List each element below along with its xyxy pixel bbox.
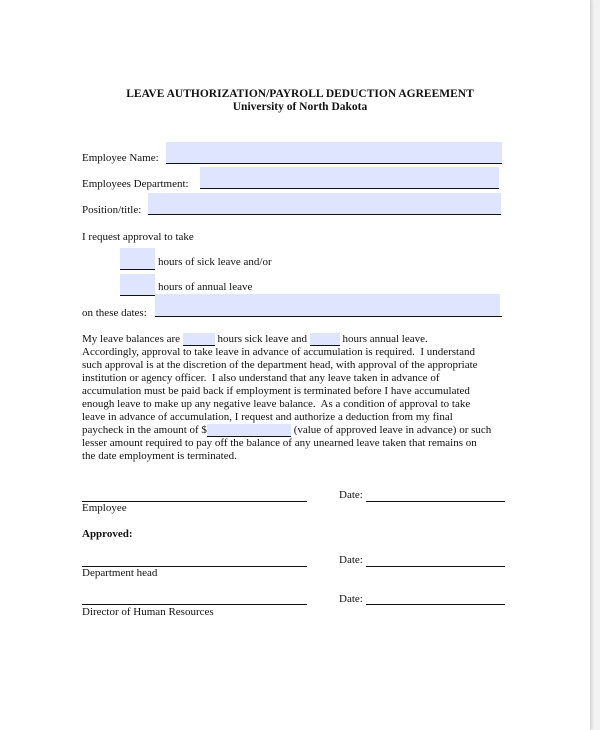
director-signature-line[interactable]: [82, 604, 307, 605]
agreement-line-4: institution or agency officer. I also understand that any leave taken in advance of: [82, 372, 440, 384]
agreement-line-9: lesser amount required to pay off the balance of any unearned leave taken that remains on: [82, 437, 477, 449]
request-text: I request approval to take: [82, 231, 194, 243]
employee-name-field[interactable]: [166, 142, 502, 164]
agreement-line-3: such approval is at the discretion of the department head, with approval of the appropriate: [82, 359, 478, 371]
annual-leave-text: hours of annual leave: [158, 281, 253, 293]
balance-text-b: hours sick leave and: [217, 333, 308, 345]
balance-text-a: My leave balances are: [82, 333, 181, 345]
employees-department-label: Employees Department:: [82, 178, 189, 190]
director-label: Director of Human Resources: [82, 606, 214, 618]
agreement-line-1: [82, 333, 522, 346]
employee-label: Employee: [82, 502, 127, 514]
department-head-date-label: Date:: [339, 554, 363, 566]
document-title: LEAVE AUTHORIZATION/PAYROLL DEDUCTION AGREEMENT: [126, 88, 474, 100]
annual-leave-hours-field[interactable]: [120, 274, 155, 296]
director-date-line[interactable]: [366, 604, 505, 605]
department-head-date-line[interactable]: [366, 566, 505, 567]
position-title-field[interactable]: [148, 193, 501, 215]
sick-leave-balance-field[interactable]: [183, 333, 215, 346]
position-title-label: Position/title:: [82, 204, 142, 216]
sick-leave-text: hours of sick leave and/or: [158, 256, 272, 268]
balance-text-c: hours annual leave.: [342, 333, 428, 345]
deduction-amount-field[interactable]: [207, 424, 291, 437]
agreement-line-10: the date employment is terminated.: [82, 450, 237, 462]
employee-date-label: Date:: [339, 489, 363, 501]
agreement-line-5: accumulation must be paid back if employment is terminated before I have accumulated: [82, 385, 470, 397]
annual-leave-balance-field[interactable]: [310, 333, 340, 346]
leave-dates-underline: [155, 316, 502, 317]
department-head-label: Department head: [82, 567, 158, 579]
document-subtitle: University of North Dakota: [232, 101, 368, 113]
employee-name-label: Employee Name:: [82, 152, 159, 164]
dates-label: on these dates:: [82, 307, 147, 319]
agreement-line-7: leave in advance of accumulation, I request and authorize a deduction from my final: [82, 411, 453, 423]
deduction-text-a: paycheck in the amount of $: [82, 424, 207, 436]
approved-label: Approved:: [82, 528, 133, 540]
employees-department-field[interactable]: [200, 167, 499, 189]
agreement-line-6: enough leave to make up any negative leave balance. As a condition of approval to take: [82, 398, 471, 410]
employee-date-line[interactable]: [366, 501, 505, 502]
agreement-paragraph: [82, 333, 522, 463]
leave-dates-field[interactable]: [155, 294, 500, 316]
agreement-line-2: Accordingly, approval to take leave in advance of accumulation is required. I understand: [82, 346, 475, 358]
agreement-line-8: [82, 424, 522, 437]
deduction-text-b: (value of approved leave in advance) or such: [290, 424, 492, 436]
sick-leave-hours-field[interactable]: [120, 248, 155, 270]
director-date-label: Date:: [339, 593, 363, 605]
